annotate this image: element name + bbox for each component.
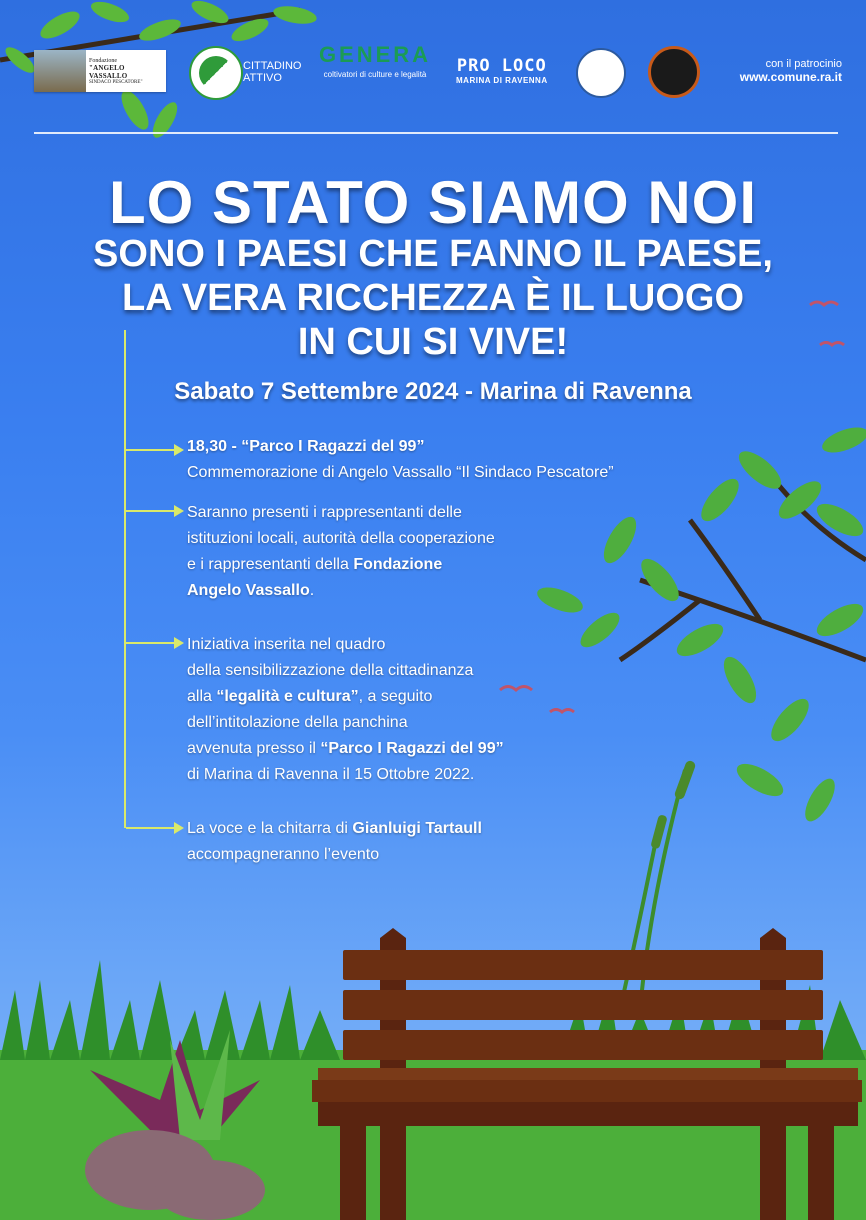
event-2-vassallo: Angelo Vassallo bbox=[187, 582, 310, 599]
proloco-line2: MARINA DI RAVENNA bbox=[456, 76, 548, 85]
subtitle-line-1: SONO I PAESI CHE FANNO IL PAESE, bbox=[93, 233, 773, 275]
genera-word: GENERA bbox=[318, 42, 432, 67]
event-block-4 bbox=[187, 816, 482, 868]
event-2-fondazione: Fondazione bbox=[353, 556, 443, 573]
subtitle-line-3: IN CUI SI VIVE! bbox=[297, 321, 569, 363]
timeline-line bbox=[124, 330, 126, 828]
vassallo-photo-icon bbox=[34, 50, 86, 92]
event-block-3 bbox=[187, 632, 504, 788]
event-2-line3a: e i rappresentanti della bbox=[187, 556, 354, 573]
event-3-line3a: alla bbox=[187, 688, 217, 705]
patrocinio bbox=[724, 58, 842, 84]
header-divider bbox=[34, 132, 838, 134]
event-2-line1: Saranno presenti i rappresentanti delle bbox=[187, 504, 462, 521]
logo-vassallo-line1: Fondazione bbox=[89, 57, 117, 64]
event-2-period: . bbox=[309, 582, 315, 599]
fondazione-vassallo-logo bbox=[34, 50, 166, 92]
event-3-line2: della sensibilizzazione della cittadinanza bbox=[187, 662, 474, 679]
patrocinio-label: con il patrocinio bbox=[765, 58, 842, 70]
event-2-line2: istituzioni locali, autorità della cooperazione bbox=[187, 530, 495, 547]
logo-vassallo-line3: SINDACO PESCATORE" bbox=[89, 79, 143, 85]
cittadino-line1: CITTADINO bbox=[243, 60, 302, 72]
event-3-line3c: , a seguito bbox=[358, 688, 433, 705]
proloco-line1: PRO LOCO bbox=[456, 56, 547, 76]
event-4-line2: accompagneranno l’evento bbox=[187, 846, 380, 863]
cittadino-line2: ATTIVO bbox=[243, 72, 282, 84]
timeline-arrow-icon bbox=[126, 510, 182, 512]
subtitle-line-2: LA VERA RICCHEZZA È IL LUOGO bbox=[121, 277, 745, 319]
event-block-1 bbox=[187, 434, 614, 486]
comune-url-link[interactable]: www.comune.ra.it bbox=[739, 70, 842, 84]
poster-title: LO STATO SIAMO NOI bbox=[109, 169, 757, 236]
timeline-arrow-icon bbox=[126, 827, 182, 829]
proloco-logo bbox=[456, 56, 548, 85]
event-3-line1: Iniziativa inserita nel quadro bbox=[187, 636, 386, 653]
event-3-line4: dell’intitolazione della panchina bbox=[187, 714, 408, 731]
ship-logo-icon bbox=[576, 48, 626, 98]
timeline-arrow-icon bbox=[126, 642, 182, 644]
genera-subtitle: coltivatori di culture e legalità bbox=[323, 70, 427, 79]
event-3-line6: di Marina di Ravenna il 15 Ottobre 2022. bbox=[187, 766, 475, 783]
timeline-arrow-icon bbox=[126, 449, 182, 451]
event-3-parco: “Parco I Ragazzi del 99” bbox=[320, 740, 504, 757]
event-1-time: 18,30 - “Parco I Ragazzi del 99” bbox=[187, 438, 425, 455]
event-3-line5a: avvenuta presso il bbox=[187, 740, 321, 757]
event-block-2 bbox=[187, 500, 495, 604]
event-1-desc: Commemorazione di Angelo Vassallo “Il Sindaco Pescatore” bbox=[187, 464, 614, 481]
event-date: Sabato 7 Settembre 2024 - Marina di Ravenna bbox=[174, 378, 692, 405]
cittadino-attivo-text bbox=[243, 60, 301, 84]
logo-vassallo-line2: "ANGELO VASSALLO bbox=[89, 63, 128, 80]
event-4-line1a: La voce e la chitarra di bbox=[187, 820, 353, 837]
fisherman-logo-icon bbox=[648, 46, 700, 98]
genera-logo bbox=[310, 42, 440, 100]
cittadino-attivo-logo-icon bbox=[189, 46, 243, 100]
event-4-artist: Gianluigi Tartaull bbox=[352, 820, 482, 837]
event-3-legalita: “legalità e cultura” bbox=[216, 688, 359, 705]
